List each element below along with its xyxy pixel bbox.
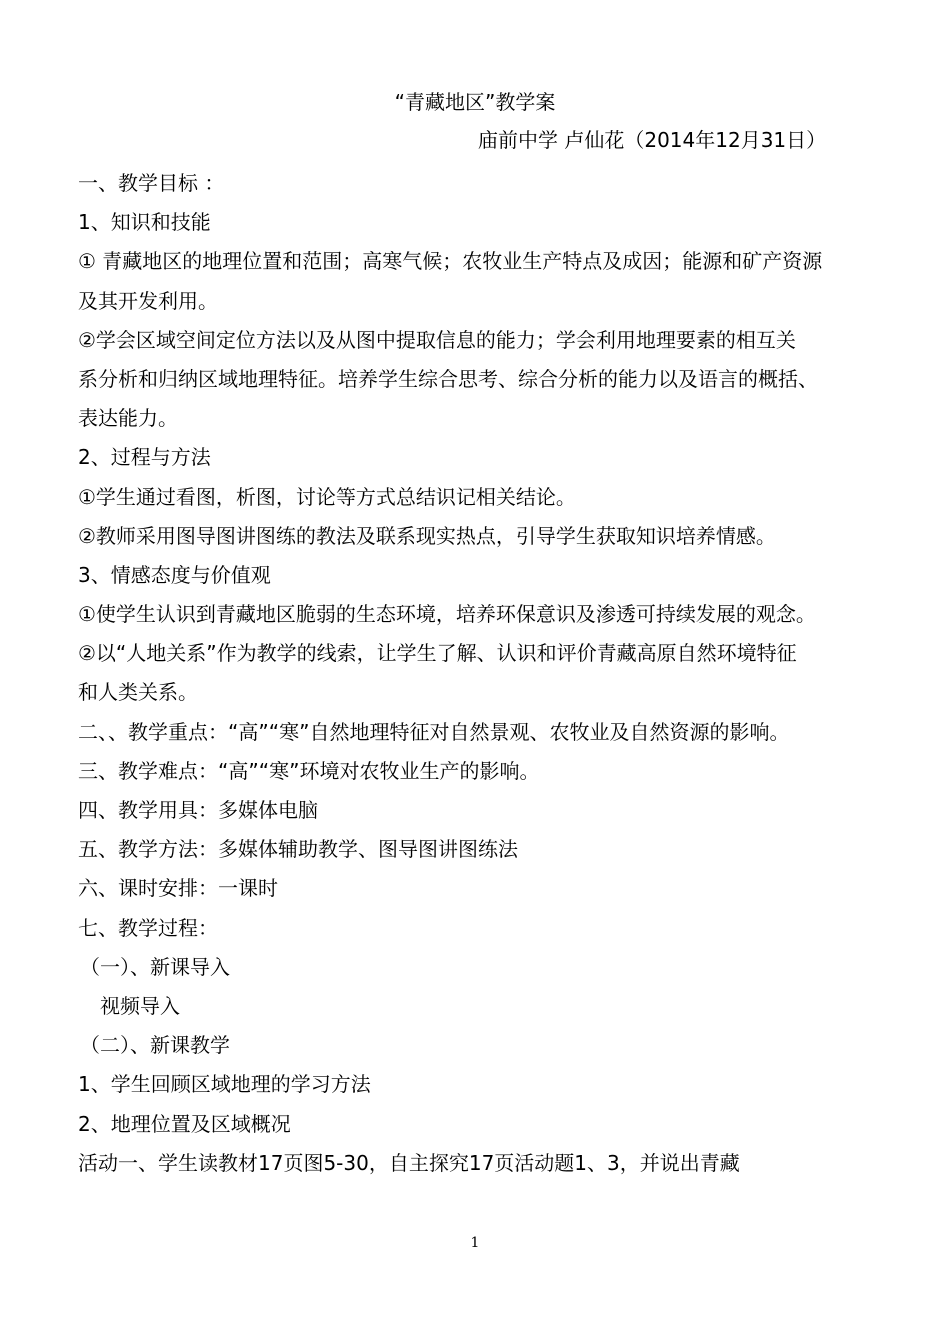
section-heading-difficulties: 三、教学难点：“高”“寒”环境对农牧业生产的影响。 bbox=[78, 758, 540, 783]
section-heading-schedule: 六、课时安排：一课时 bbox=[78, 876, 278, 901]
paragraph-line: ②学会区域空间定位方法以及从图中提取信息的能力；学会利用地理要素的相互关 bbox=[78, 327, 796, 352]
subsection-heading-knowledge: 1、知识和技能 bbox=[78, 210, 211, 235]
author-byline: 庙前中学 卢仙花（2014年12月31日） bbox=[478, 128, 827, 152]
section-heading-objectives: 一、教学目标 ： bbox=[78, 171, 225, 195]
document-body bbox=[78, 167, 880, 1186]
paragraph-line: 系分析和归纳区域地理特征。培养学生综合思考、综合分析的能力以及语言的概括、 bbox=[78, 366, 818, 391]
section-heading-key-points: 二、、教学重点：“高”“寒”自然地理特征对自然景观、农牧业及自然资源的影响。 bbox=[78, 719, 790, 744]
paragraph-line: ① 青藏地区的地理位置和范围；高寒气候；农牧业生产特点及成因；能源和矿产资源 bbox=[78, 249, 823, 274]
page-number: 1 bbox=[470, 1235, 480, 1251]
paragraph-line: 2、地理位置及区域概况 bbox=[78, 1111, 291, 1136]
section-heading-process: 七、教学过程： bbox=[78, 915, 218, 940]
paragraph-line: ②以“人地关系”作为教学的线索，让学生了解、认识和评价青藏高原自然环境特征 bbox=[78, 641, 797, 666]
subsection-heading-attitude: 3、情感态度与价值观 bbox=[78, 562, 271, 587]
paragraph-line: 和人类关系。 bbox=[78, 680, 198, 705]
paragraph-line: ②教师采用图导图讲图练的教法及联系现实热点，引导学生获取知识培养情感。 bbox=[78, 523, 776, 548]
paragraph-line: 及其开发利用。 bbox=[78, 288, 218, 313]
section-heading-methods: 五、教学方法：多媒体辅助教学、图导图讲图练法 bbox=[78, 837, 518, 862]
section-heading-tools: 四、教学用具：多媒体电脑 bbox=[78, 798, 318, 822]
paragraph-line: 活动一、学生读教材17页图5-30，自主探究17页活动题1、3，并说出青藏 bbox=[78, 1150, 740, 1175]
paragraph-line: 表达能力。 bbox=[78, 406, 178, 431]
paragraph-line: ①学生通过看图，析图，讨论等方式总结识记相关结论。 bbox=[78, 484, 576, 509]
subsection-heading-intro: （一）、新课导入 bbox=[80, 954, 230, 979]
subsection-heading-teaching: （二）、新课教学 bbox=[80, 1033, 230, 1058]
paragraph-line: 1、学生回顾区域地理的学习方法 bbox=[78, 1072, 371, 1097]
document-title: “青藏地区”教学案 bbox=[394, 90, 556, 114]
paragraph-line: 视频导入 bbox=[100, 993, 180, 1018]
paragraph-line: ①使学生认识到青藏地区脆弱的生态环境，培养环保意识及渗透可持续发展的观念。 bbox=[78, 602, 816, 627]
subsection-heading-process: 2、过程与方法 bbox=[78, 445, 211, 470]
